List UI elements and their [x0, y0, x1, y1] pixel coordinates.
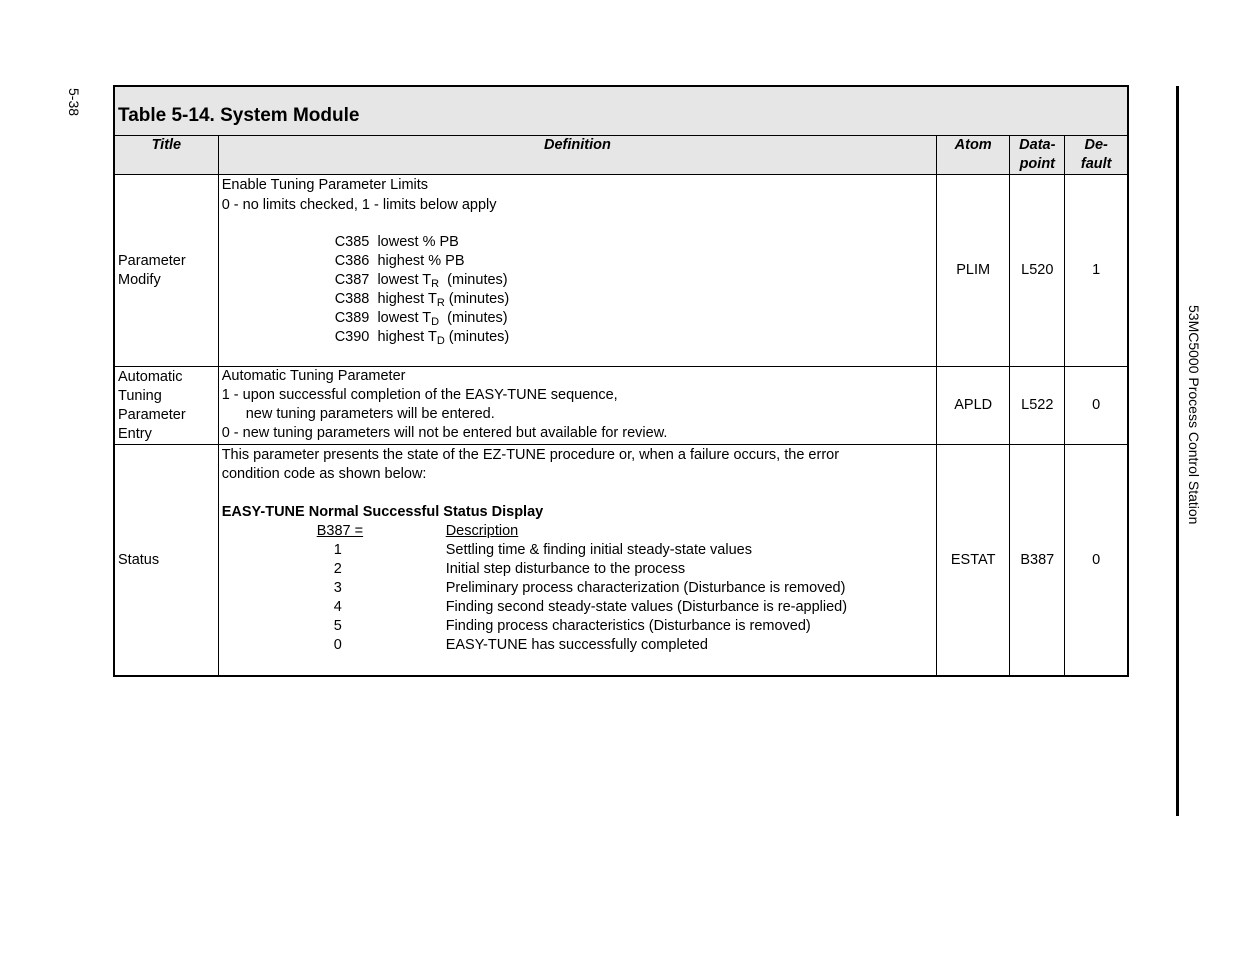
status-code: 1 [333, 542, 342, 558]
row-title: Automatic Tuning Parameter Entry [114, 367, 218, 445]
row-datapoint: L520 [1010, 175, 1065, 367]
side-title: 53MC5000 Process Control Station [1186, 305, 1202, 525]
limit-item: C386 highest % PB [334, 253, 465, 269]
status-code: 3 [333, 580, 342, 596]
status-desc: Finding process characteristics (Disturbance is removed) [445, 618, 811, 634]
status-col-code: B387 = [316, 523, 364, 539]
row-default: 1 [1065, 175, 1128, 367]
status-subheading: EASY-TUNE Normal Successful Status Display [221, 504, 544, 520]
header-definition: Definition [218, 136, 936, 175]
status-col-desc: Description [445, 523, 519, 539]
table-caption: Table 5-14. System Module [114, 86, 1128, 136]
row-datapoint: B387 [1010, 445, 1065, 677]
status-desc: Preliminary process characterization (Disturbance is removed) [445, 580, 846, 596]
header-title: Title [114, 136, 218, 175]
status-desc: Settling time & finding initial steady-state values [445, 542, 752, 558]
status-code: 2 [333, 561, 342, 577]
limit-item: C387 lowest $T_R$ (minutes) [334, 272, 508, 290]
limit-item: C389 lowest $T_D$ (minutes) [334, 310, 508, 328]
status-desc: Finding second steady-state values (Disturbance is re-applied) [445, 599, 848, 615]
header-atom: Atom [937, 136, 1010, 175]
table-header-row [114, 136, 1128, 175]
row-atom: PLIM [937, 175, 1010, 367]
row-definition: This parameter presents the state of the EZ-TUNE procedure or, when a failure occurs, the error condition code as shown below: EASY-TUNE Normal Successful Status Display B387 = Description 1 Settling time & finding initial steady-state values 2 Initial step disturbance to the process 3 Preliminary process characterization (Disturbance is removed) 4 Finding second steady-state values (Disturbance is re-applied) 5 Finding process characteristics (Disturbance is removed) 0 EASY-TUNE has successfully completed [218, 445, 936, 677]
status-desc: EASY-TUNE has successfully completed [445, 637, 708, 653]
row-default: 0 [1065, 367, 1128, 445]
row-definition: Enable Tuning Parameter Limits 0 - no limits checked, 1 - limits below apply C385 lowest % PB C386 highest % PB C387 lowest $T_R$ (minutes) C388 highest $T_R$ (minutes) C389 lowest $T_D$ (minutes) C390 highest $T_D$ (minutes) [218, 175, 936, 367]
row-atom: APLD [937, 367, 1010, 445]
status-code: 0 [333, 637, 342, 653]
limit-item: C388 highest $T_R$ (minutes) [334, 291, 510, 309]
row-title: Status [114, 445, 218, 677]
table-row [114, 175, 1128, 367]
row-datapoint: L522 [1010, 367, 1065, 445]
limit-item: C385 lowest % PB [334, 234, 459, 250]
status-desc: Initial step disturbance to the process [445, 561, 686, 577]
table-row [114, 367, 1128, 445]
row-title: Parameter Modify [114, 175, 218, 367]
status-list [222, 522, 933, 655]
header-default: De- fault [1065, 136, 1128, 175]
row-default: 0 [1065, 445, 1128, 677]
row-atom: ESTAT [937, 445, 1010, 677]
header-datapoint: Data- point [1010, 136, 1065, 175]
status-code: 4 [333, 599, 342, 615]
system-module-table [113, 85, 1129, 677]
side-rule [1176, 86, 1179, 816]
limit-item: C390 highest $T_D$ (minutes) [334, 329, 510, 347]
table-row [114, 445, 1128, 677]
page-number: 5-38 [66, 88, 82, 117]
row-definition: Automatic Tuning Parameter 1 - upon successful completion of the EASY-TUNE sequence, new tuning parameters will be entered. 0 - new tuning parameters will not be entered but available for review. [218, 367, 936, 445]
status-code: 5 [333, 618, 342, 634]
